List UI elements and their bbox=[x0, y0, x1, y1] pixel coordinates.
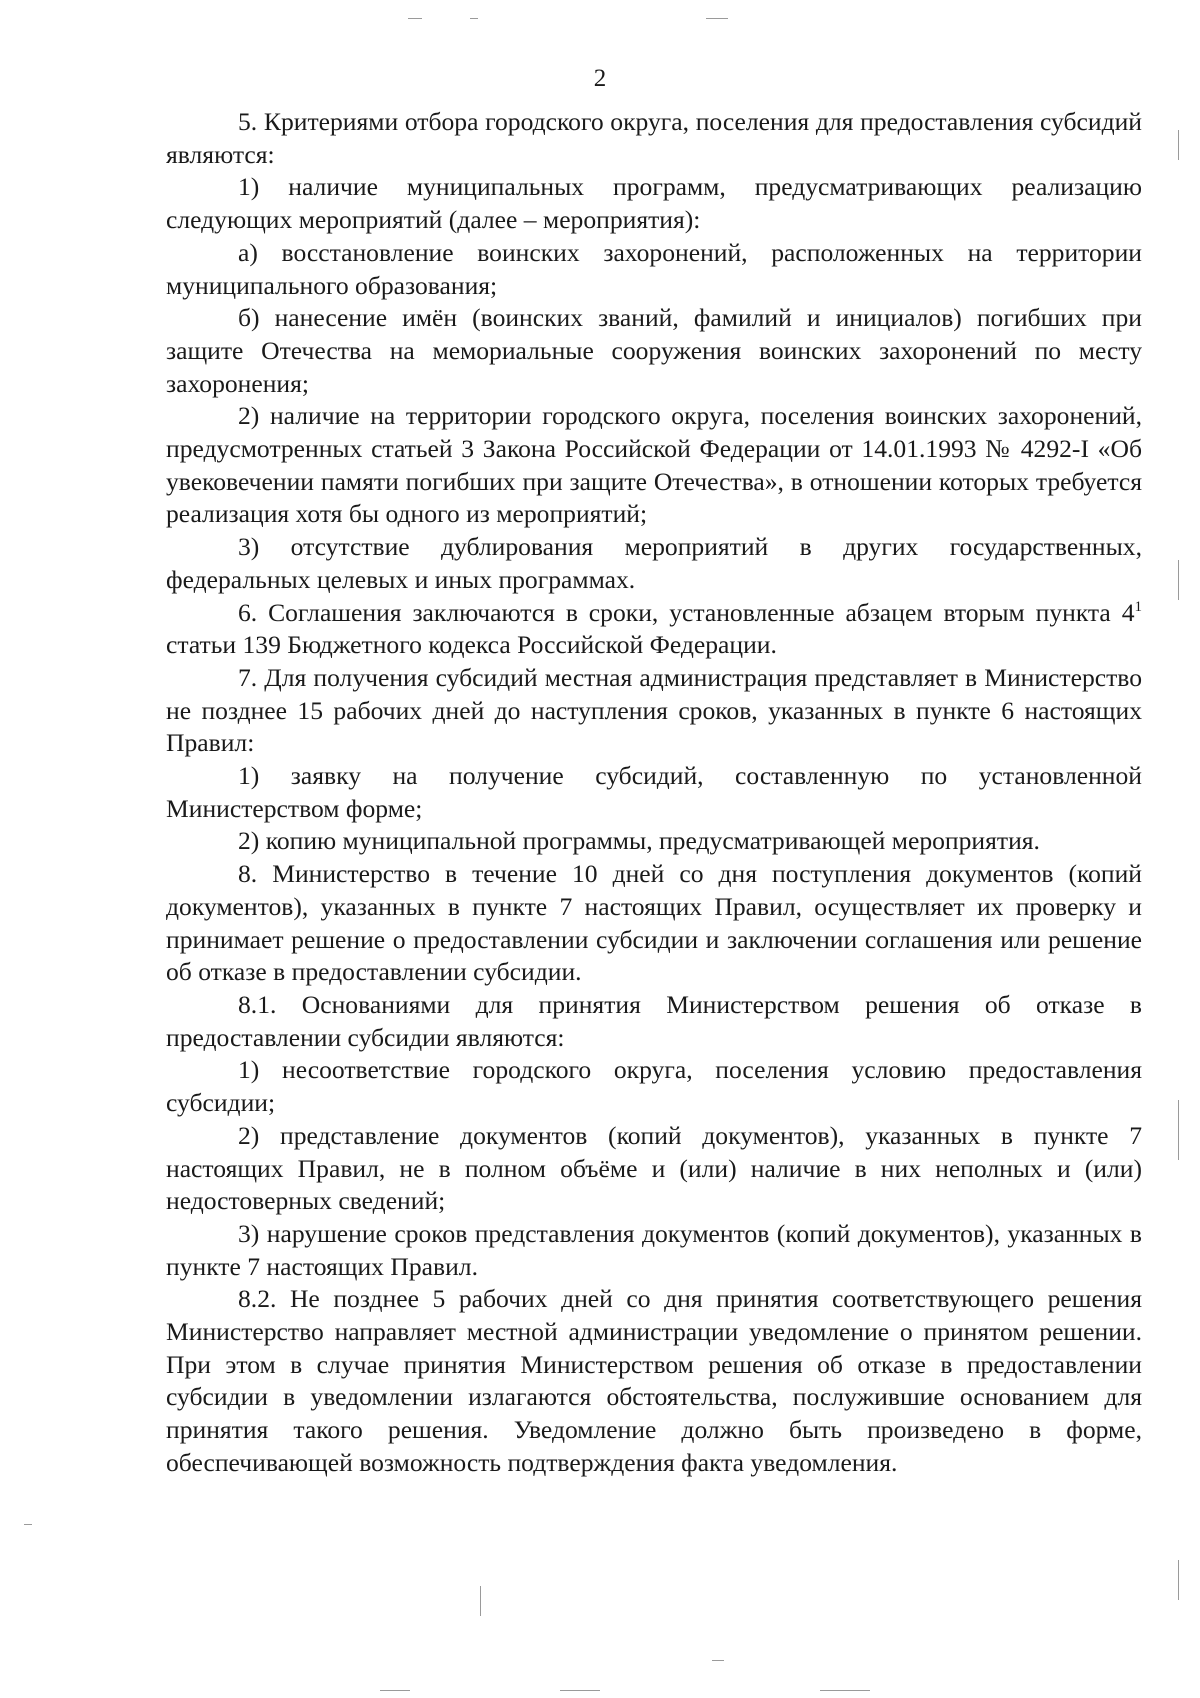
paragraph: 3) отсутствие дублирования мероприятий в других государственных, федеральных целевых и иных программах. bbox=[166, 532, 1142, 594]
paragraph-text: статьи 139 Бюджетного кодекса Российской Федерации. bbox=[166, 630, 777, 660]
paragraph: 8.2. Не позднее 5 рабочих дней со дня принятия соответствующего решения Министерство направляет местной администрации уведомление о принятом решении. При этом в случае принятия Министерством решения об отказе в предоставлении субсидии в уведомлении излагаются обстоятельства, послужившие основанием для принятия такого решения. Уведомление должно быть произведено в форме, обеспечивающей возможность подтверждения факта уведомления. bbox=[166, 1284, 1142, 1477]
superscript: 1 bbox=[1134, 598, 1142, 615]
scan-artifact bbox=[706, 18, 728, 19]
scan-artifact bbox=[1178, 560, 1179, 600]
paragraph: 2) представление документов (копий документов), указанных в пункте 7 настоящих Правил, не в полном объёме и (или) наличие в них неполных и (или) недостоверных сведений; bbox=[166, 1120, 1142, 1216]
scan-artifact bbox=[408, 18, 422, 19]
scan-artifact bbox=[480, 1586, 481, 1616]
paragraph: 3) нарушение сроков представления документов (копий документов), указанных в пункте 7 настоящих Правил. bbox=[166, 1218, 1142, 1281]
paragraph: а) восстановление воинских захоронений, расположенных на территории муниципального образования; bbox=[166, 237, 1142, 300]
paragraph: 1) наличие муниципальных программ, предусматривающих реализацию следующих мероприятий (далее – мероприятия): bbox=[166, 172, 1142, 235]
paragraph: 8. Министерство в течение 10 дней со дня поступления документов (копий документов), указанных в пункте 7 настоящих Правил, осуществляет их проверку и принимает решение о предоставлении субсидии и заключении соглашения или решение об отказе в предоставлении субсидии. bbox=[166, 859, 1142, 987]
scan-artifact bbox=[560, 1690, 600, 1691]
document-body bbox=[166, 106, 1142, 1480]
paragraph: 2) копию муниципальной программы, предусматривающей мероприятия. bbox=[238, 826, 1040, 856]
paragraph: 7. Для получения субсидий местная администрация представляет в Министерство не позднее 15 рабочих дней до наступления сроков, указанных в пункте 6 настоящих Правил: bbox=[166, 662, 1142, 758]
paragraph: 8.1. Основаниями для принятия Министерством решения об отказе в предоставлении субсидии являются: bbox=[166, 989, 1142, 1052]
scan-artifact bbox=[24, 1524, 32, 1525]
scan-artifact bbox=[712, 1660, 724, 1661]
scan-artifact bbox=[380, 1690, 410, 1691]
paragraph: б) нанесение имён (воинских званий, фамилий и инициалов) погибших при защите Отечества на мемориальные сооружения воинских захоронений по месту захоронения; bbox=[166, 303, 1142, 398]
paragraph bbox=[166, 597, 1142, 662]
scan-artifact bbox=[1178, 130, 1179, 160]
paragraph-text: 6. Соглашения заключаются в сроки, установленные абзацем вторым пункта 4 bbox=[238, 597, 1135, 627]
page-number: 2 bbox=[593, 65, 607, 92]
scan-artifact bbox=[470, 18, 478, 19]
paragraph: 1) несоответствие городского округа, поселения условию предоставления субсидии; bbox=[166, 1055, 1142, 1118]
paragraph: 2) наличие на территории городского округа, поселения воинских захоронений, предусмотренных статьей 3 Закона Российской Федерации от 14.01.1993 № 4292-I «Об увековечении памяти погибших при защите Отечества», в отношении которых требуется реализация хотя бы одного из мероприятий; bbox=[166, 401, 1142, 529]
paragraph: 5. Критериями отбора городского округа, поселения для предоставления субсидий являются: bbox=[166, 107, 1142, 169]
scan-artifact bbox=[1178, 1100, 1179, 1160]
paragraph: 1) заявку на получение субсидий, составленную по установленной Министерством форме; bbox=[166, 761, 1142, 823]
scan-artifact bbox=[820, 1690, 870, 1691]
scan-artifact bbox=[1178, 1560, 1179, 1600]
